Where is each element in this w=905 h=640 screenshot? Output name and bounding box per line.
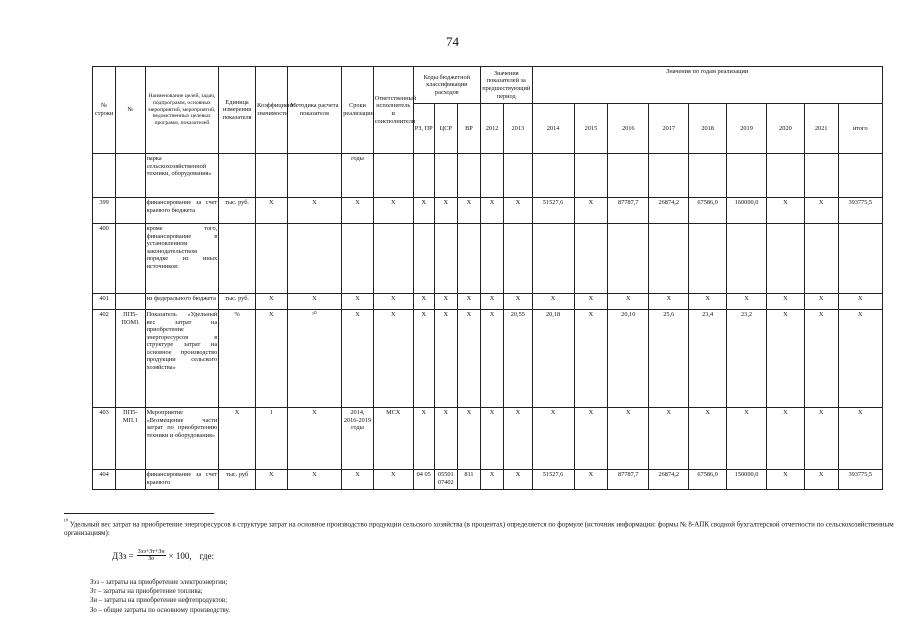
- header-rz: РЗ, ПР: [413, 104, 434, 154]
- header-years-values: Значения по годам реализации: [532, 67, 882, 104]
- header-total: итого: [838, 104, 882, 154]
- cell-name: финансирование за счет краевого бюджета: [145, 198, 219, 224]
- cell-y2012: [481, 154, 504, 198]
- cell-y2017: [649, 154, 689, 198]
- cell-y2019: Х: [727, 408, 767, 470]
- formula-lhs: ДЗз =: [112, 550, 134, 561]
- cell-y2020: [767, 224, 805, 294]
- header-2017: 2017: [649, 104, 689, 154]
- cell-name: парка сельскохозяйственной техники, оборудования»: [145, 154, 219, 198]
- cell-row-no: 404: [93, 470, 116, 490]
- cell-y2015: Х: [574, 470, 608, 490]
- cell-y2014: [532, 154, 574, 198]
- cell-y2014: 20,18: [532, 310, 574, 408]
- cell-vr: Х: [457, 294, 480, 310]
- cell-y2017: 26874,2: [649, 198, 689, 224]
- cell-y2015: Х: [574, 294, 608, 310]
- cell-y2021: Х: [804, 294, 838, 310]
- program-table: [92, 66, 883, 490]
- cell-unit: тыс. руб.: [219, 198, 256, 224]
- cell-coef: Х: [255, 294, 287, 310]
- cell-resp: МСХ: [373, 408, 413, 470]
- cell-y2012: Х: [481, 198, 504, 224]
- table-row: [93, 408, 883, 470]
- legend-item: Зо – общие затраты по основному производству.: [90, 606, 230, 614]
- formula: [112, 549, 214, 562]
- cell-y2020: Х: [767, 294, 805, 310]
- legend-item: Зт – затраты на приобретение топлива;: [90, 588, 203, 596]
- cell-y2013: [504, 154, 532, 198]
- cell-csr: 05501 07402: [434, 470, 457, 490]
- cell-unit: Х: [219, 408, 256, 470]
- cell-coef: Х: [255, 198, 287, 224]
- cell-total: Х: [838, 310, 882, 408]
- table-body: [93, 154, 883, 490]
- cell-vr: [457, 154, 480, 198]
- cell-rz: [413, 224, 434, 294]
- legend-item: Зэз – затраты на приобретение электроэнергии;: [90, 579, 228, 586]
- cell-y2019: [727, 224, 767, 294]
- cell-rz: [413, 154, 434, 198]
- cell-y2018: [689, 154, 727, 198]
- cell-y2015: [574, 224, 608, 294]
- cell-row-no: [93, 154, 116, 198]
- cell-y2017: Х: [649, 294, 689, 310]
- cell-y2016: 20,10: [608, 310, 649, 408]
- cell-resp: Х: [373, 470, 413, 490]
- cell-y2019: Х: [727, 294, 767, 310]
- cell-total: 393775,5: [838, 470, 882, 490]
- cell-y2014: 51527,6: [532, 198, 574, 224]
- cell-y2015: Х: [574, 198, 608, 224]
- cell-rz: Х: [413, 310, 434, 408]
- cell-method: Х: [287, 470, 342, 490]
- cell-csr: [434, 154, 457, 198]
- cell-total: [838, 224, 882, 294]
- table-row: [93, 224, 883, 294]
- cell-y2013: Х: [504, 294, 532, 310]
- cell-y2014: Х: [532, 294, 574, 310]
- cell-y2013: Х: [504, 470, 532, 490]
- cell-total: [838, 154, 882, 198]
- table-header: [93, 67, 883, 154]
- cell-name: Мероприятие «Возмещение части затрат по приобретению техники и оборудования»: [145, 408, 219, 470]
- header-2015: 2015: [574, 104, 608, 154]
- formula-where: где:: [199, 550, 214, 561]
- cell-y2021: [804, 154, 838, 198]
- cell-y2021: Х: [804, 470, 838, 490]
- cell-y2012: [481, 224, 504, 294]
- header-2012: 2012: [481, 104, 504, 154]
- cell-y2016: 87787,7: [608, 470, 649, 490]
- formula-legend: [90, 578, 230, 615]
- cell-name: Показатель «Удельный вес затрат на приобретение энергоресурсов в структуре затрат на основное производство продукции сельского хозяйства»: [145, 310, 219, 408]
- cell-no: ПП5-ПОМ1: [116, 310, 145, 408]
- cell-csr: [434, 224, 457, 294]
- header-row-no: № строки: [93, 67, 116, 154]
- header-2021: 2021: [804, 104, 838, 154]
- cell-y2016: Х: [608, 294, 649, 310]
- cell-method: [287, 224, 342, 294]
- cell-coef: [255, 224, 287, 294]
- cell-method: Х: [287, 408, 342, 470]
- cell-no: [116, 224, 145, 294]
- cell-terms: [342, 224, 374, 294]
- cell-rz: 04 05: [413, 470, 434, 490]
- header-2016: 2016: [608, 104, 649, 154]
- cell-y2013: [504, 224, 532, 294]
- cell-y2018: Х: [689, 408, 727, 470]
- legend-item: Зн – затраты на приобретение нефтепродуктов;: [90, 597, 227, 605]
- cell-vr: Х: [457, 310, 480, 408]
- cell-total: 393775,5: [838, 198, 882, 224]
- cell-unit: [219, 224, 256, 294]
- cell-y2012: Х: [481, 310, 504, 408]
- cell-method: [287, 154, 342, 198]
- formula-denominator: Зо: [148, 556, 155, 562]
- cell-y2012: Х: [481, 470, 504, 490]
- table-row: [93, 294, 883, 310]
- cell-row-no: 400: [93, 224, 116, 294]
- cell-row-no: 403: [93, 408, 116, 470]
- formula-rhs: × 100,: [168, 550, 192, 561]
- cell-terms: годы: [342, 154, 374, 198]
- cell-rz: Х: [413, 198, 434, 224]
- cell-row-no: 399: [93, 198, 116, 224]
- cell-resp: Х: [373, 198, 413, 224]
- header-2018: 2018: [689, 104, 727, 154]
- cell-rz: Х: [413, 294, 434, 310]
- cell-vr: [457, 224, 480, 294]
- cell-resp: Х: [373, 310, 413, 408]
- footnote-marker: ¹⁰: [64, 519, 69, 525]
- cell-y2012: Х: [481, 408, 504, 470]
- cell-y2019: 160000,0: [727, 198, 767, 224]
- table-row: [93, 154, 883, 198]
- header-csr: ЦСР: [434, 104, 457, 154]
- cell-total: Х: [838, 294, 882, 310]
- cell-unit: тыс. руб: [219, 470, 256, 490]
- cell-vr: Х: [457, 198, 480, 224]
- cell-csr: Х: [434, 408, 457, 470]
- header-terms: Сроки реализации: [342, 67, 374, 154]
- header-2014: 2014: [532, 104, 574, 154]
- cell-y2013: 20,55: [504, 310, 532, 408]
- cell-resp: [373, 154, 413, 198]
- formula-fraction: [137, 549, 166, 562]
- cell-coef: Х: [255, 470, 287, 490]
- cell-method: ¹⁰: [287, 310, 342, 408]
- cell-row-no: 401: [93, 294, 116, 310]
- cell-y2017: 25,6: [649, 310, 689, 408]
- cell-y2017: [649, 224, 689, 294]
- cell-y2020: Х: [767, 310, 805, 408]
- cell-terms: Х: [342, 198, 374, 224]
- cell-y2016: Х: [608, 408, 649, 470]
- cell-y2012: Х: [481, 294, 504, 310]
- cell-name: из федерального бюджета: [145, 294, 219, 310]
- table-row: [93, 470, 883, 490]
- table-row: [93, 310, 883, 408]
- header-2013: 2013: [504, 104, 532, 154]
- cell-y2020: Х: [767, 198, 805, 224]
- cell-terms: Х: [342, 310, 374, 408]
- header-unit: Единица измерения показателя: [219, 67, 256, 154]
- cell-y2019: [727, 154, 767, 198]
- cell-y2018: 67586,0: [689, 470, 727, 490]
- header-2019: 2019: [727, 104, 767, 154]
- cell-y2014: [532, 224, 574, 294]
- cell-y2013: Х: [504, 408, 532, 470]
- cell-rz: Х: [413, 408, 434, 470]
- cell-y2018: 23,4: [689, 310, 727, 408]
- cell-y2021: Х: [804, 310, 838, 408]
- cell-y2016: 87787,7: [608, 198, 649, 224]
- cell-no: [116, 294, 145, 310]
- cell-coef: Х: [255, 310, 287, 408]
- cell-y2020: [767, 154, 805, 198]
- cell-no: [116, 198, 145, 224]
- cell-y2013: Х: [504, 198, 532, 224]
- table-row: [93, 198, 883, 224]
- cell-y2014: Х: [532, 408, 574, 470]
- cell-y2015: Х: [574, 408, 608, 470]
- cell-y2017: Х: [649, 408, 689, 470]
- header-method: Методика расчета показателя: [287, 67, 342, 154]
- cell-csr: Х: [434, 198, 457, 224]
- header-no: №: [116, 67, 145, 154]
- cell-coef: 1: [255, 408, 287, 470]
- cell-y2018: Х: [689, 294, 727, 310]
- cell-method: Х: [287, 294, 342, 310]
- cell-y2014: 51527,6: [532, 470, 574, 490]
- header-resp: Ответственный исполнитель и соисполнители: [373, 67, 413, 154]
- cell-terms: Х: [342, 470, 374, 490]
- header-coef: Коэффициент значимости: [255, 67, 287, 154]
- cell-terms: Х: [342, 294, 374, 310]
- cell-y2020: Х: [767, 470, 805, 490]
- cell-method: Х: [287, 198, 342, 224]
- footnote: [64, 519, 894, 539]
- header-prev-values: Значения показателей за предшествующий период: [481, 67, 533, 104]
- formula-numerator: Зээ+Зт+Зн: [137, 549, 165, 555]
- cell-y2016: [608, 224, 649, 294]
- cell-y2019: 23,2: [727, 310, 767, 408]
- cell-row-no: 402: [93, 310, 116, 408]
- cell-terms: 2014, 2016-2019 годы: [342, 408, 374, 470]
- cell-no: [116, 154, 145, 198]
- cell-y2021: Х: [804, 408, 838, 470]
- cell-csr: Х: [434, 310, 457, 408]
- cell-y2021: Х: [804, 198, 838, 224]
- cell-resp: [373, 224, 413, 294]
- cell-name: финансирование за счет краевого: [145, 470, 219, 490]
- cell-no: ПП5-МП.1: [116, 408, 145, 470]
- cell-vr: Х: [457, 408, 480, 470]
- cell-y2020: Х: [767, 408, 805, 470]
- footnote-rule: [64, 513, 214, 514]
- cell-y2016: [608, 154, 649, 198]
- cell-unit: тыс. руб.: [219, 294, 256, 310]
- cell-y2021: [804, 224, 838, 294]
- cell-y2017: 26874,2: [649, 470, 689, 490]
- header-name: Наименование целей, задач, подпрограмм, основных мероприятий, мероприятий, ведомственных целевых программ, показателей: [145, 67, 219, 154]
- cell-csr: Х: [434, 294, 457, 310]
- cell-unit: [219, 154, 256, 198]
- cell-vr: 811: [457, 470, 480, 490]
- page-number: 74: [446, 34, 459, 49]
- cell-y2018: 67586,0: [689, 198, 727, 224]
- cell-name: кроме того, финансирование в установленном законодательством порядке из иных источников:: [145, 224, 219, 294]
- cell-y2015: Х: [574, 310, 608, 408]
- header-2020: 2020: [767, 104, 805, 154]
- cell-unit: %: [219, 310, 256, 408]
- cell-y2019: 150000,0: [727, 470, 767, 490]
- cell-no: [116, 470, 145, 490]
- header-vr: ВР: [457, 104, 480, 154]
- cell-resp: Х: [373, 294, 413, 310]
- header-budget-codes: Коды бюджетной классификации расходов: [413, 67, 480, 104]
- cell-y2018: [689, 224, 727, 294]
- cell-y2015: [574, 154, 608, 198]
- cell-coef: [255, 154, 287, 198]
- footnote-text: Удельный вес затрат на приобретение энергоресурсов в структуре затрат на основное производство продукции сельского хозяйства (в процентах) определяется по формуле (источник информации: формы № 8-АПК сводной бухгалтерской отчетности по сельскохозяйственным организациям):: [64, 520, 894, 538]
- cell-total: Х: [838, 408, 882, 470]
